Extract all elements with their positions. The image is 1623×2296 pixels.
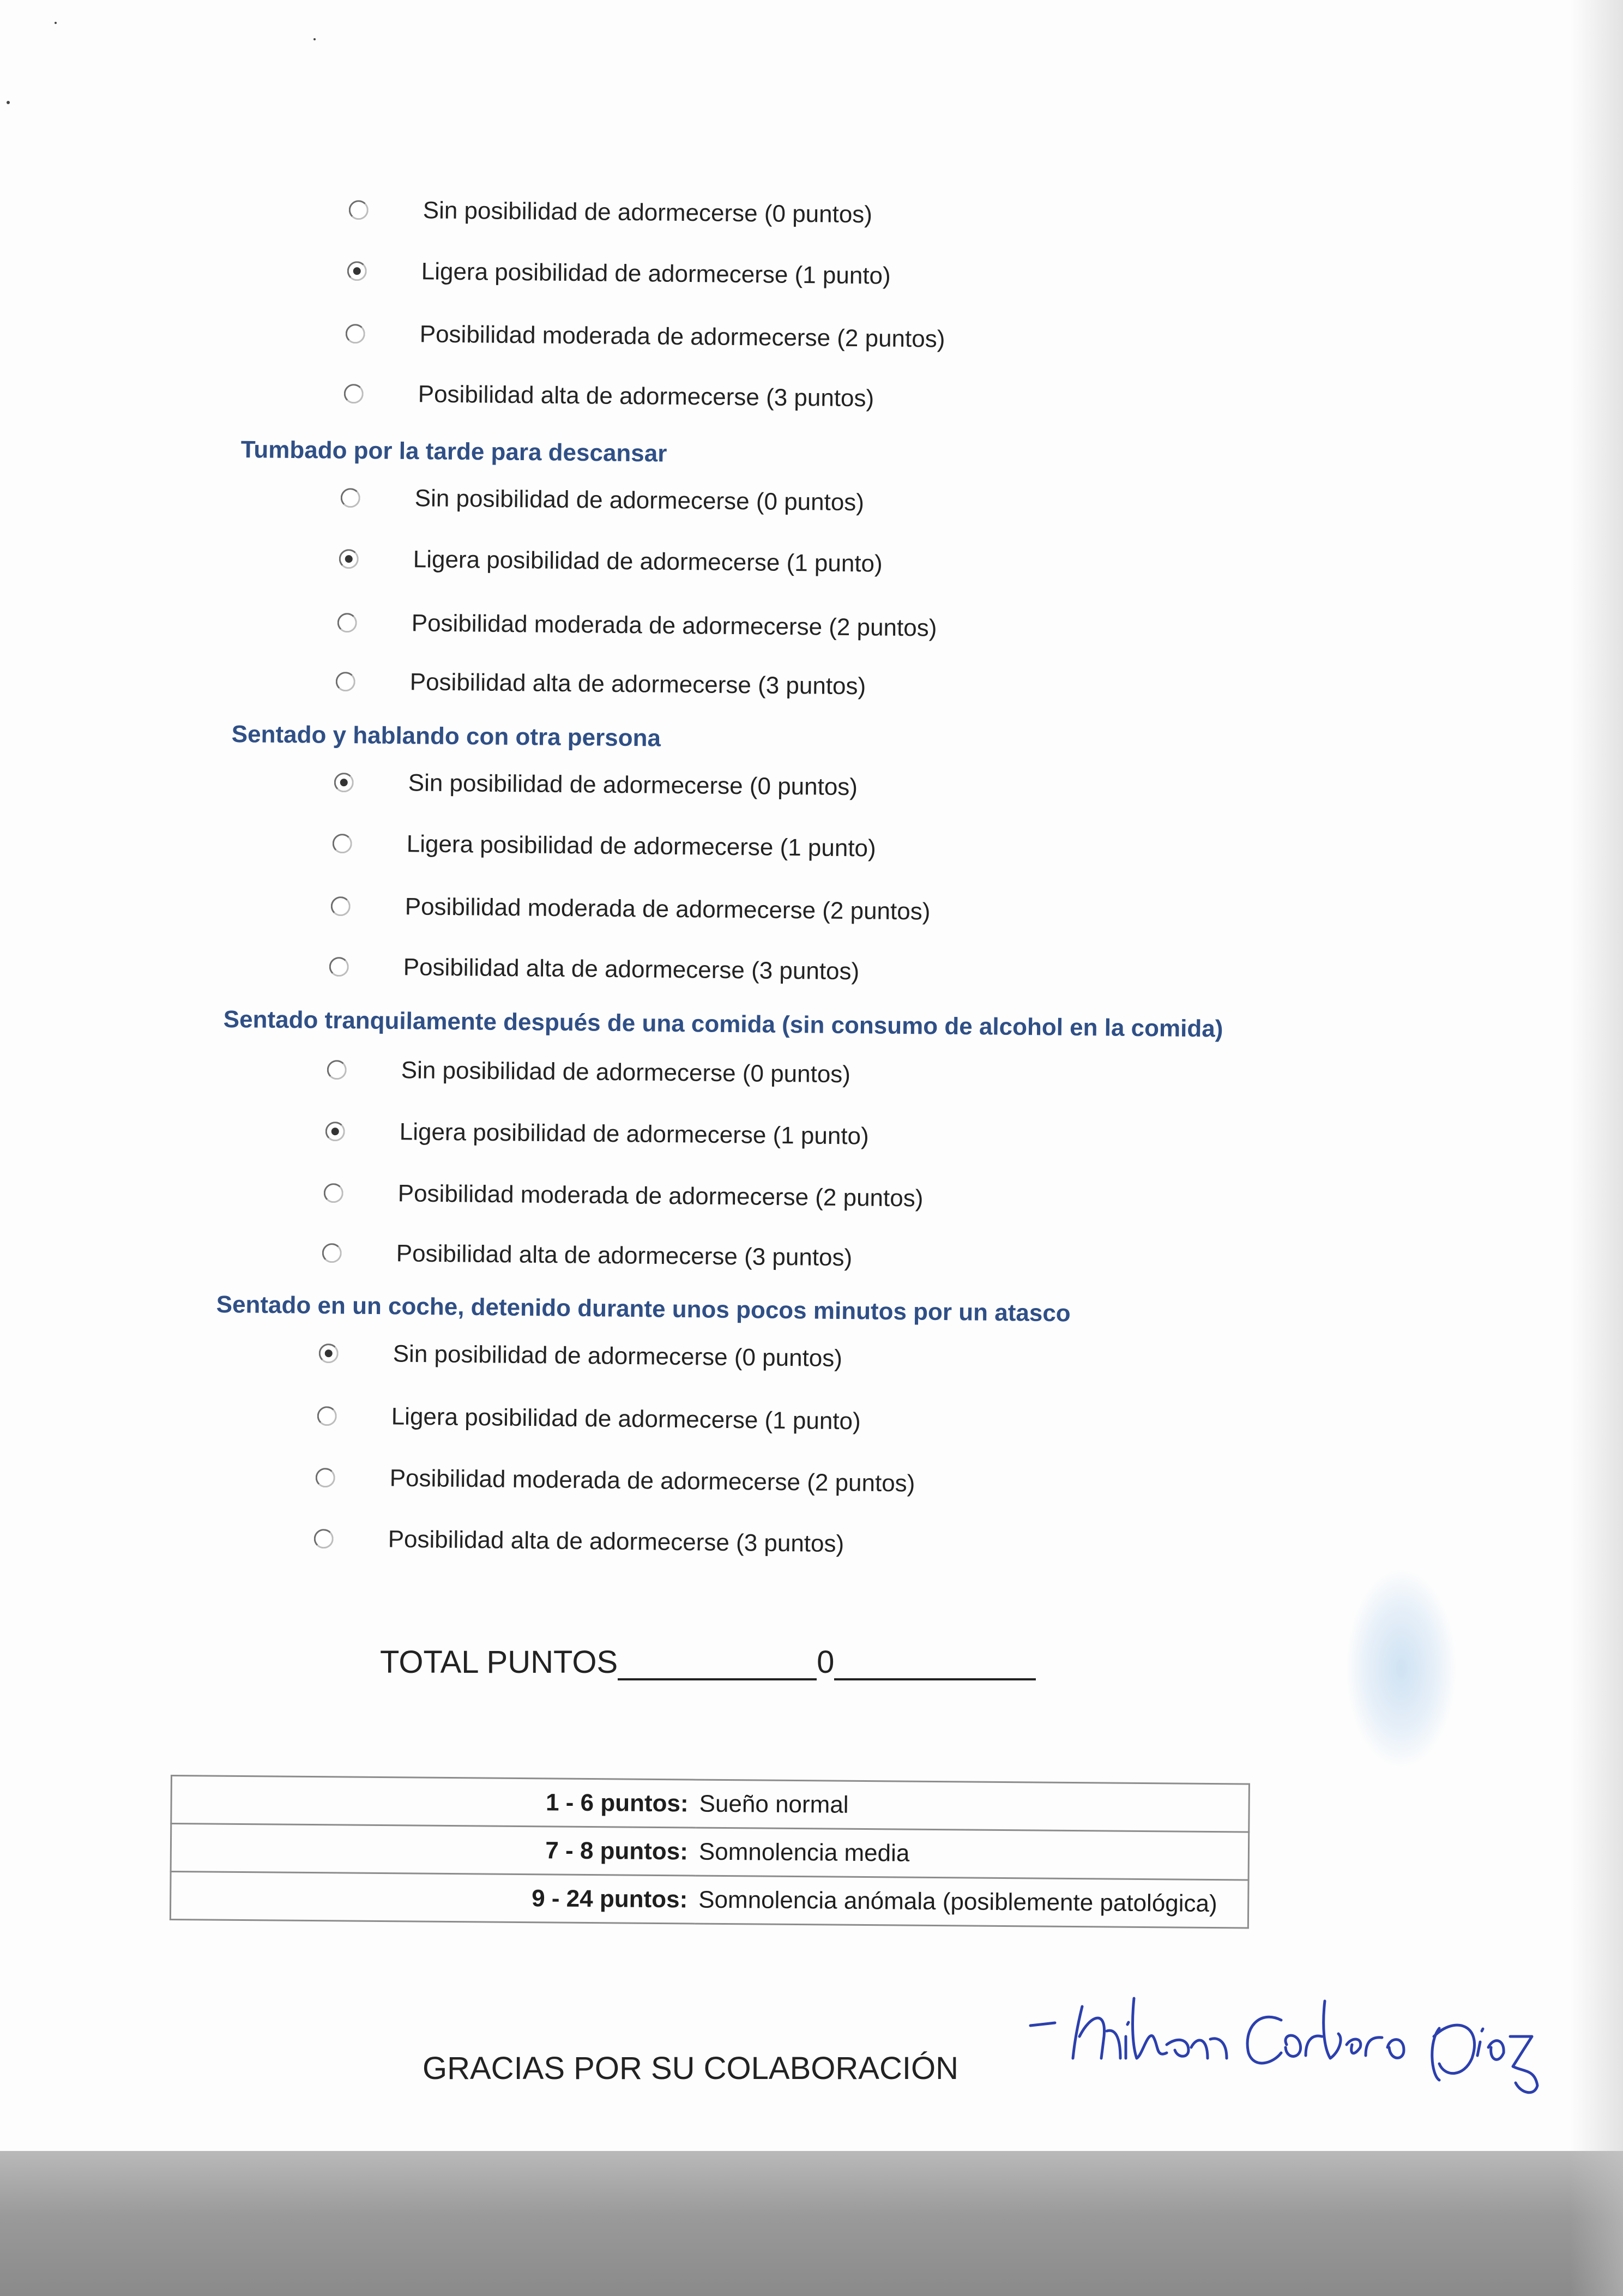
handwritten-signature <box>1025 1976 1543 2102</box>
fingerprint-mark <box>1347 1570 1456 1767</box>
answer-option-label: Posibilidad moderada de adormecerse (2 puntos) <box>389 1465 915 1497</box>
total-points <box>380 1644 1036 1680</box>
answer-option-label: Ligera posibilidad de adormecerse (1 punto) <box>399 1118 869 1150</box>
score-legend-table <box>170 1775 1250 1929</box>
radio-button[interactable] <box>333 834 352 853</box>
total-blank-right <box>834 1647 1036 1680</box>
total-value: 0 <box>817 1644 835 1680</box>
question-title: Sentado tranquilamente después de una comida (sin consumo de alcohol en la comida) <box>223 1006 1223 1042</box>
question-title: Sentado en un coche, detenido durante unos pocos minutos por un atasco <box>216 1291 1071 1327</box>
answer-option-label: Posibilidad moderada de adormecerse (2 puntos) <box>419 321 945 353</box>
radio-button[interactable] <box>329 957 349 977</box>
answer-option-label: Posibilidad alta de adormecerse (3 puntos) <box>409 668 866 700</box>
question-title: Sentado y hablando con otra persona <box>231 721 661 752</box>
legend-range: 9 - 24 puntos: <box>170 1872 695 1924</box>
radio-button-selected[interactable] <box>319 1343 339 1363</box>
radio-button[interactable] <box>322 1243 342 1263</box>
answer-option[interactable] <box>317 1402 860 1435</box>
answer-option-label: Posibilidad alta de adormecerse (3 puntos) <box>403 954 860 985</box>
answer-option[interactable] <box>336 668 866 700</box>
legend-row <box>171 1824 1249 1881</box>
answer-option[interactable] <box>349 196 873 228</box>
radio-button[interactable] <box>327 1060 347 1080</box>
answer-option-label: Posibilidad alta de adormecerse (3 puntos) <box>396 1240 853 1271</box>
radio-button[interactable] <box>331 896 351 916</box>
answer-option[interactable] <box>322 1239 853 1271</box>
legend-description: Sueño normal <box>696 1780 1249 1832</box>
radio-button[interactable] <box>336 672 355 691</box>
answer-option[interactable] <box>324 1179 924 1213</box>
radio-button[interactable] <box>349 200 369 220</box>
legend-description: Somnolencia media <box>696 1828 1249 1880</box>
answer-option[interactable] <box>334 769 858 801</box>
answer-option-label: Posibilidad alta de adormecerse (3 puntos) <box>418 381 874 412</box>
legend-range: 7 - 8 puntos: <box>171 1824 696 1876</box>
scan-speck <box>7 101 10 104</box>
radio-button[interactable] <box>341 488 360 508</box>
radio-button[interactable] <box>344 384 364 403</box>
answer-option-label: Posibilidad alta de adormecerse (3 puntos) <box>388 1526 844 1558</box>
answer-option[interactable] <box>337 609 937 642</box>
scanner-edge-bottom <box>0 2151 1623 2296</box>
thanks-message: GRACIAS POR SU COLABORACIÓN <box>423 2051 958 2086</box>
legend-range: 1 - 6 puntos: <box>171 1776 696 1828</box>
answer-option[interactable] <box>346 320 945 353</box>
radio-button[interactable] <box>346 324 365 344</box>
radio-button[interactable] <box>317 1406 337 1426</box>
radio-button-selected[interactable] <box>325 1122 345 1141</box>
legend-description: Somnolencia anómala (posiblemente patológica) <box>695 1876 1248 1928</box>
scan-speck <box>313 38 316 40</box>
answer-option-label: Sin posibilidad de adormecerse (0 puntos) <box>401 1057 851 1088</box>
radio-button-selected[interactable] <box>347 261 367 281</box>
radio-button[interactable] <box>324 1183 343 1203</box>
answer-option-label: Sin posibilidad de adormecerse (0 puntos) <box>423 197 873 228</box>
answer-option-label: Sin posibilidad de adormecerse (0 puntos) <box>393 1340 843 1372</box>
answer-option-label: Ligera posibilidad de adormecerse (1 punto) <box>421 258 891 290</box>
radio-button-selected[interactable] <box>339 549 359 569</box>
answer-option-label: Ligera posibilidad de adormecerse (1 punto) <box>413 546 883 577</box>
radio-button[interactable] <box>314 1529 334 1548</box>
legend-row <box>171 1776 1250 1833</box>
answer-option[interactable] <box>329 953 860 985</box>
signature-text: - Nilson Cordero Diaz <box>1025 2100 1036 2101</box>
answer-option[interactable] <box>347 257 891 290</box>
scan-speck <box>55 22 57 24</box>
answer-option-label: Ligera posibilidad de adormecerse (1 punto) <box>391 1403 861 1435</box>
answer-option[interactable] <box>327 1056 851 1088</box>
total-label: TOTAL PUNTOS <box>380 1644 618 1680</box>
answer-option[interactable] <box>333 830 876 863</box>
answer-option[interactable] <box>318 1340 842 1372</box>
radio-button-selected[interactable] <box>334 773 354 792</box>
answer-option-label: Sin posibilidad de adormecerse (0 puntos) <box>408 769 858 801</box>
answer-option-label: Posibilidad moderada de adormecerse (2 puntos) <box>411 610 937 642</box>
answer-option-label: Posibilidad moderada de adormecerse (2 puntos) <box>405 893 931 925</box>
answer-option[interactable] <box>339 545 883 578</box>
question-title: Tumbado por la tarde para descansar <box>240 436 667 467</box>
scanner-edge-right <box>1570 0 1623 2296</box>
radio-button[interactable] <box>316 1468 335 1487</box>
answer-option-label: Posibilidad moderada de adormecerse (2 puntos) <box>397 1180 924 1212</box>
total-blank-left <box>618 1647 817 1680</box>
answer-option[interactable] <box>325 1118 869 1150</box>
answer-option-label: Sin posibilidad de adormecerse (0 puntos) <box>414 485 865 516</box>
answer-option[interactable] <box>331 893 931 926</box>
radio-button[interactable] <box>337 613 357 632</box>
answer-option-label: Ligera posibilidad de adormecerse (1 punto) <box>406 830 876 862</box>
answer-option[interactable] <box>344 380 874 412</box>
answer-option[interactable] <box>313 1525 844 1558</box>
legend-row <box>170 1872 1248 1929</box>
answer-option[interactable] <box>341 484 865 516</box>
